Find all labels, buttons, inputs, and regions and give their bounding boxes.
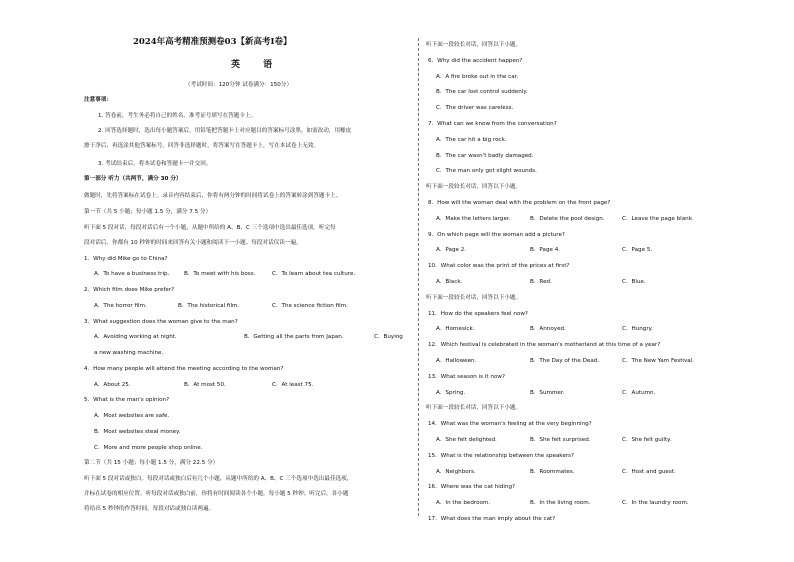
option-c: C．The science fiction film. <box>272 303 348 309</box>
option-a: A．Halloween. <box>436 358 477 364</box>
note-line: 1. 答卷前，考生务必将自己的姓名、准考证号填写在答题卡上。 <box>98 113 257 119</box>
option-c: C．She felt guilty. <box>622 437 672 443</box>
listening-instruction: 听下面一段较长对话，回答以下小题。 <box>426 42 522 48</box>
question: 7．What can we know from the conversation? <box>428 121 557 127</box>
option-a: A．Make the letters larger. <box>436 215 511 222</box>
question: 6．Why did the accident happen? <box>428 57 523 64</box>
option-b: B．At most 50. <box>184 382 226 388</box>
option-c: C．The New Yam Festival. <box>622 358 695 364</box>
listening-instruction: 听下面一段较长对话，回答以下小题。 <box>426 184 522 191</box>
question-3: 3．What suggestion does the woman give to the man? <box>84 319 238 325</box>
section1-heading: 第一节（共 5 小题；每小题 1.5 分，满分 7.5 分） <box>84 209 212 215</box>
option-b: B．Page 4. <box>530 247 561 254</box>
option-a: A．She felt delighted. <box>436 437 497 443</box>
option-c: C．Blue. <box>622 279 646 285</box>
option-a: A．Neighbors. <box>436 468 476 475</box>
option-a: A．Page 2. <box>436 247 467 254</box>
option-a: A．The horror film. <box>94 303 147 309</box>
option: C．The driver was careless. <box>436 105 514 112</box>
option: A．A fire broke out in the car. <box>436 73 519 80</box>
notes-heading: 注意事项： <box>84 97 112 103</box>
part1-intro: 段对话后，你都有 10 秒钟的时间来回答有关小题和阅读下一小题。每段对话仅读一遍。 <box>84 240 302 246</box>
option-b: B．Roommates. <box>530 468 575 475</box>
question: 15．What is the relationship between the speakers? <box>428 452 574 459</box>
question: 8．How will the woman deal with the problem on the front page? <box>428 200 611 206</box>
question: 9．On which page will the woman add a picture? <box>428 231 565 238</box>
option: C．The man only got slight wounds. <box>436 168 537 175</box>
option-c: C．Host and guest. <box>622 468 676 475</box>
note-line: 3. 考试结束后，将本试卷和答题卡一并交回。 <box>98 161 212 167</box>
question: 12．Which festival is celebrated in the woman's motherland at this time of a year? <box>428 342 661 349</box>
option-b: B．Summer. <box>530 389 565 396</box>
note-line: 擦干净后，再选涂其他答案标号。回答非选择题时，将答案写在答题卡上，写在本试卷上无效。 <box>84 143 319 149</box>
option-b: B．To meet with his boss. <box>184 271 256 277</box>
option-b: B．Getting all the parts from Japan. <box>244 334 344 340</box>
part1-heading: 第一部分 听力（共两节，满分 30 分） <box>84 176 182 182</box>
option-c: C．Autumn. <box>622 389 656 396</box>
option-c: C．In the laundry room. <box>622 500 689 507</box>
section2-line: 听下面 5 段对话或独白。每段对话或独白后有几个小题，从题中所给的 A、B、C 三个选项中选出最佳选项， <box>84 476 353 482</box>
subject-heading: 英 语 <box>231 60 283 70</box>
question-4: 4．How many people will attend the meeting according to the woman? <box>84 366 284 372</box>
option: A．The car hit a big rock. <box>436 136 507 143</box>
option-c: C．More and more people shop online. <box>94 445 203 451</box>
question: 17．What does the man imply about the cat? <box>428 516 556 522</box>
note-line: 2. 回答选择题时，选出每小题答案后，用铅笔把答题卡上对应题目的答案标号涂黑。如需改动，用橡皮 <box>98 128 352 134</box>
option-b: B．Most websites steal money. <box>94 429 181 435</box>
part1-intro: 做题时，先将答案标在试卷上。录音内容结束后，你将有两分钟的时间将试卷上的答案转涂到答题卡上。 <box>84 193 342 199</box>
option: B．The car wasn't badly damaged. <box>436 152 534 159</box>
option-c-continued: a new washing machine. <box>94 350 164 356</box>
option-c: C．To learn about tea culture. <box>272 271 356 277</box>
option-a: A．Avoiding working at night. <box>94 334 177 340</box>
exam-title: 2024年高考精准预测卷03【新高考I卷】 <box>133 37 292 47</box>
part1-intro: 听下面 5 段对话，每段对话后有一个小题，从题中所给的 A、B、C 三个选项中选出最佳选项。听完每 <box>84 225 336 231</box>
question-5: 5．What is the man's opinion? <box>84 397 170 403</box>
column-divider <box>418 38 419 516</box>
section2-line: 将给出 5 秒钟的作答时间。每段对话或独白读两遍。 <box>84 506 215 512</box>
option: B．The car lost control suddenly. <box>436 89 528 96</box>
exam-info: （考试时间：120分钟 试卷满分：150分） <box>185 82 293 88</box>
section2-line: 并标在试卷的相应位置。听每段对话或独白前，你将有时间阅读各个小题，每小题 5 秒钟；听完后，各小题 <box>84 491 349 497</box>
option-c: C．Page 5. <box>622 247 653 254</box>
option-b: B．Red. <box>530 279 552 285</box>
option-b: B．She felt surprised. <box>530 437 591 443</box>
option-b: B．The Day of the Dead. <box>530 358 600 364</box>
option-b: B．Delete the pool design. <box>530 215 605 222</box>
option-a: A．About 25. <box>94 382 131 388</box>
option-c: C．Leave the page blank. <box>622 215 694 222</box>
question: 16．Where was the cat hiding? <box>428 484 516 491</box>
option-a: A．To have a business trip. <box>94 271 170 277</box>
option-a: A．Spring. <box>436 389 466 396</box>
option-a: A．Black. <box>436 279 463 285</box>
option-a: A．Homesick. <box>436 326 475 333</box>
section2-heading: 第二节（共 15 小题；每小题 1.5 分，满分 22.5 分） <box>84 460 219 466</box>
question-2: 2．Which film does Mike prefer? <box>84 287 175 293</box>
question: 14．What was the woman's feeling at the very beginning? <box>428 421 592 428</box>
listening-instruction: 听下面一段较长对话，回答以下小题。 <box>426 405 522 412</box>
option-c: C．Buying <box>374 334 403 340</box>
option-a: A．In the bedroom. <box>436 500 491 507</box>
option-b: B．Annoyed. <box>530 326 566 333</box>
option-a: A．Most websites are safe. <box>94 413 170 419</box>
option-b: B．The historical film. <box>178 303 240 309</box>
option-c: C．At least 75. <box>272 382 314 388</box>
option-b: B．In the living room. <box>530 500 591 507</box>
option-c: C．Hungry. <box>622 326 653 333</box>
listening-instruction: 听下面一段较长对话，回答以下小题。 <box>426 294 522 301</box>
question: 11．How do the speakers feel now? <box>428 310 528 317</box>
question-1: 1．Why did Mike go to China? <box>84 256 168 262</box>
question: 10．What color was the print of the prices at first? <box>428 263 570 270</box>
question: 13．What season is it now? <box>428 373 505 380</box>
